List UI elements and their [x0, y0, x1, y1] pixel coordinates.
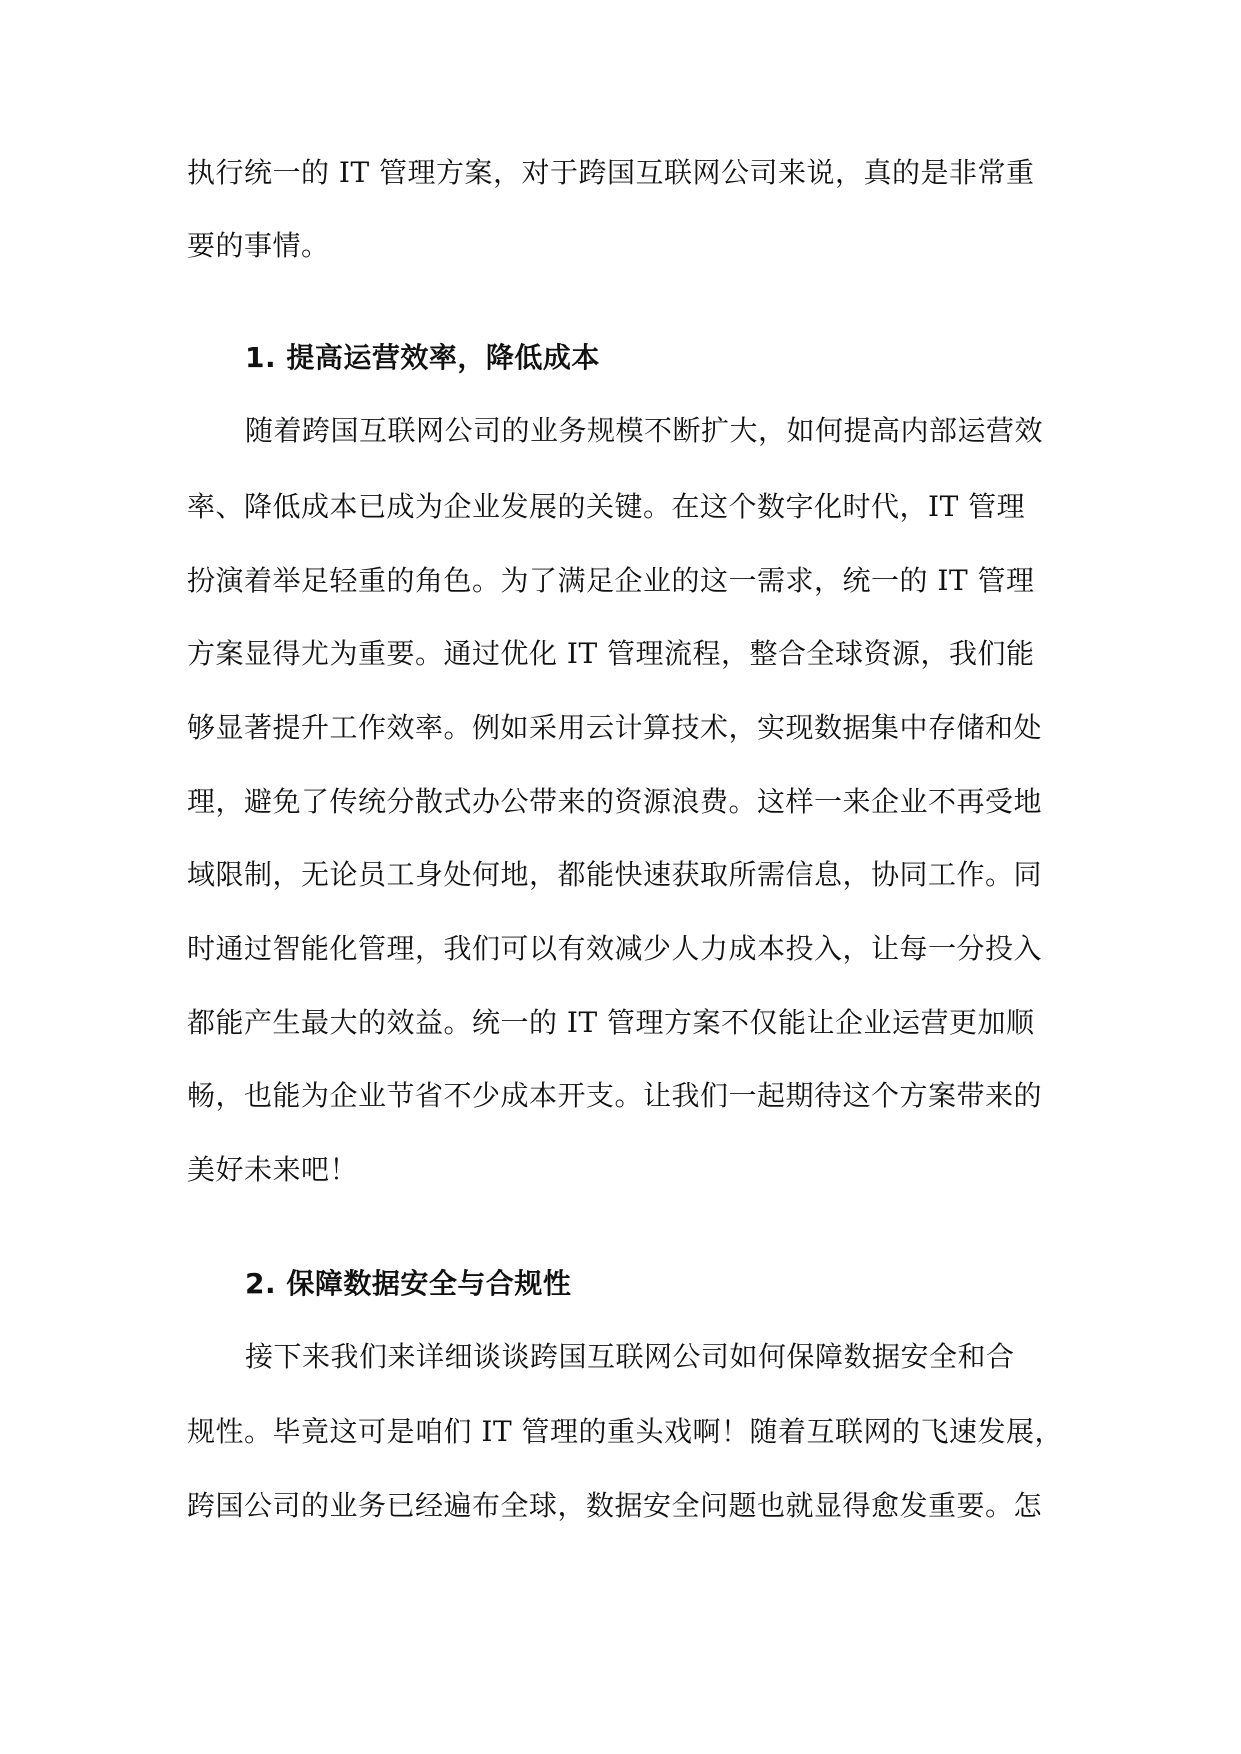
- section-heading: 2. 保障数据安全与合规性: [245, 1267, 572, 1300]
- paragraph-line: 畅，也能为企业节省不少成本开支。让我们一起期待这个方案带来的: [187, 1079, 1043, 1112]
- section-heading: 1. 提高运营效率，降低成本: [245, 341, 600, 374]
- paragraph-line: 美好未来吧！: [187, 1153, 359, 1186]
- paragraph-line: 规性。毕竟这可是咱们 IT 管理的重头戏啊！随着互联网的飞速发展，: [187, 1415, 1064, 1448]
- paragraph-line: 理，避免了传统分散式办公带来的资源浪费。这样一来企业不再受地: [187, 785, 1043, 818]
- paragraph-line: 跨国公司的业务已经遍布全球，数据安全问题也就显得愈发重要。怎: [187, 1489, 1043, 1522]
- paragraph-line: 接下来我们来详细谈谈跨国互联网公司如何保障数据安全和合: [245, 1340, 1015, 1373]
- paragraph-line: 够显著提升工作效率。例如采用云计算技术，实现数据集中存储和处: [187, 711, 1043, 744]
- paragraph-line: 域限制，无论员工身处何地，都能快速获取所需信息，协同工作。同: [187, 858, 1043, 891]
- paragraph-line: 时通过智能化管理，我们可以有效减少人力成本投入，让每一分投入: [187, 932, 1043, 965]
- paragraph-line: 率、降低成本已成为企业发展的关键。在这个数字化时代，IT 管理: [187, 490, 1026, 523]
- paragraph-line: 执行统一的 IT 管理方案，对于跨国互联网公司来说，真的是非常重: [187, 156, 1035, 189]
- paragraph-line: 要的事情。: [187, 229, 330, 262]
- paragraph-line: 方案显得尤为重要。通过优化 IT 管理流程，整合全球资源，我们能: [187, 637, 1035, 670]
- paragraph-line: 随着跨国互联网公司的业务规模不断扩大，如何提高内部运营效: [245, 414, 1044, 447]
- paragraph-line: 都能产生最大的效益。统一的 IT 管理方案不仅能让企业运营更加顺: [187, 1006, 1035, 1039]
- paragraph-line: 扮演着举足轻重的角色。为了满足企业的这一需求，统一的 IT 管理: [187, 564, 1035, 597]
